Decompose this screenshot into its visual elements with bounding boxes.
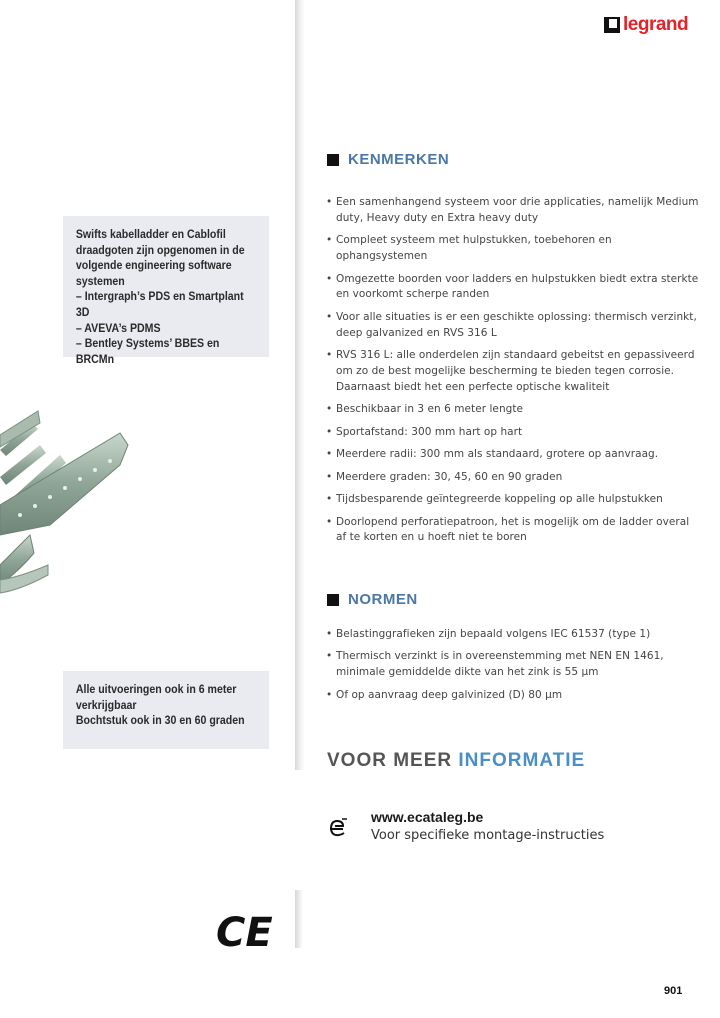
list-item: • Thermisch verzinkt is in overeenstemming met NEN EN 1461, minimale gemiddelde dikte van het zink is 55 µm [326, 649, 701, 681]
info-box-software [63, 216, 269, 366]
normen-list [326, 627, 701, 710]
info-line: Alle uitvoeringen ook in 6 meter [75, 684, 237, 696]
list-item: • Belastinggrafieken zijn bepaald volgens IEC 61537 (type 1) [326, 627, 701, 643]
ecatalog-subtitle: Voor specifieke montage-instructies [371, 828, 605, 843]
info-line: Swifts kabelladder en Cablofil [75, 229, 226, 241]
column-divider [295, 0, 305, 770]
kenmerken-heading [327, 151, 449, 168]
heading-square-icon [327, 594, 339, 606]
list-item: • Omgezette boorden voor ladders en hulpstukken biedt extra sterkte en voorkomt scherpe randen [326, 272, 701, 304]
list-item: • Voor alle situaties is er een geschikte oplossing: thermisch verzinkt, deep galvanized en RVS 316 L [326, 310, 701, 342]
list-item: • Beschikbaar in 3 en 6 meter lengte [326, 402, 701, 418]
list-item: • Meerdere graden: 30, 45, 60 en 90 graden [326, 470, 701, 486]
legrand-logo [604, 14, 688, 36]
ecatalog-link[interactable]: www.ecataleg.be [371, 809, 484, 825]
info-line: Bochtstuk ook in 30 en 60 graden [75, 715, 245, 728]
logo-text: legrand [623, 14, 689, 35]
info-line: – AVEVA’s PDMS [75, 322, 161, 335]
info-box-variants [63, 671, 269, 749]
list-item: • Meerdere radii: 300 mm als standaard, grotere op aanvraag. [326, 447, 701, 463]
list-item: • RVS 316 L: alle onderdelen zijn standaard gebeitst en gepassiveerd om zo de best mogelijke bescherming te bieden tegen corrosie. Daarnaast biedt het een perfecte optische kwaliteit [326, 348, 701, 395]
more-info-part1: VOOR MEER [327, 750, 453, 771]
heading-square-icon [327, 154, 339, 166]
list-item: • Sportafstand: 300 mm hart op hart [326, 425, 701, 441]
page-number: 901 [664, 985, 683, 997]
more-info-heading [327, 750, 585, 772]
info-line: systemen [75, 275, 125, 288]
legrand-logo-icon [604, 17, 620, 33]
more-info-part2: INFORMATIE [458, 750, 586, 771]
kenmerken-title: KENMERKEN [348, 151, 450, 168]
info-line: draadgoten zijn opgenomen in de [75, 244, 245, 257]
ce-mark-text: CE [216, 912, 273, 950]
column-divider-lower [295, 890, 303, 948]
list-item: • Compleet systeem met hulpstukken, toebehoren en ophangsystemen [326, 233, 701, 265]
list-item: • Tijdsbesparende geïntegreerde koppeling op alle hulpstukken [326, 492, 701, 508]
kenmerken-list [326, 195, 701, 553]
info-line: – Bentley Systems’ BBES en BRCMn [75, 338, 220, 366]
ecatalog-icon [326, 815, 350, 839]
list-item: • Of op aanvraag deep galvinized (D) 80 µm [326, 688, 701, 704]
normen-title: NORMEN [348, 591, 418, 608]
list-item: • Een samenhangend systeem voor drie applicaties, namelijk Medium duty, Heavy duty en Extra heavy duty [326, 195, 701, 227]
list-item: • Doorlopend perforatiepatroon, het is mogelijk om de ladder overal af te korten en u hoeft niet te boren [326, 515, 701, 547]
cable-ladder-image [0, 405, 170, 595]
ce-mark-icon [216, 912, 276, 950]
info-line: verkrijgbaar [75, 699, 137, 712]
info-line: volgende engineering software [75, 260, 232, 273]
normen-heading [327, 591, 418, 608]
info-line: – Intergraph’s PDS en Smartplant 3D [75, 291, 244, 319]
